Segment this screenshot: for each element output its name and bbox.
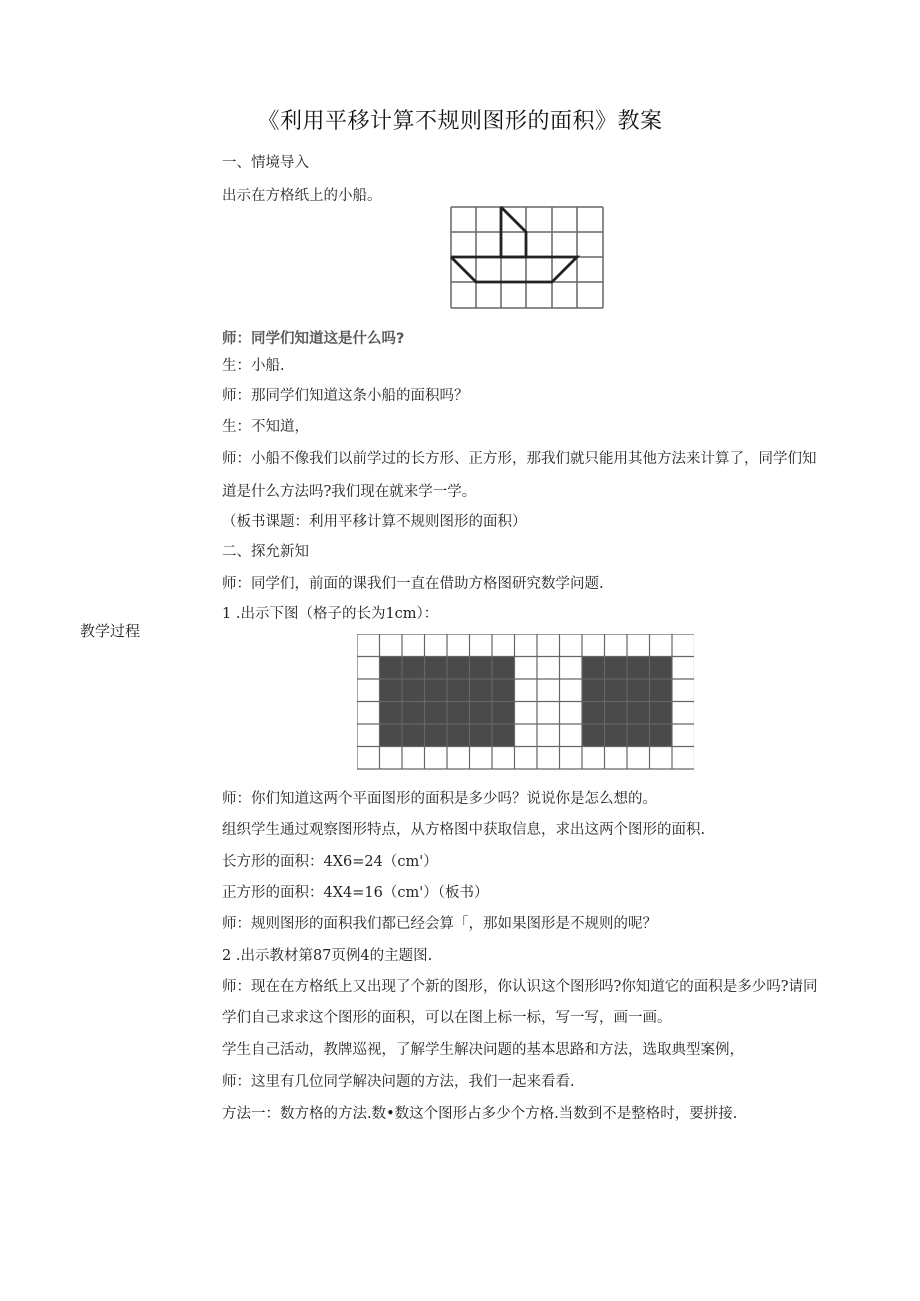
dialogue-line: 师：小船不像我们以前学过的长方形、正方形，那我们就只能用其他方法来计算了，同学们知 [222, 451, 817, 467]
boat-grid-figure [450, 206, 604, 310]
method-one: 方法一：数方格的方法.数•数这个图形占多少个方格.当数到不是整格时，要拼接. [222, 1106, 738, 1122]
dialogue-line: 师：规则图形的面积我们都已经会算「，那如果图形是不规则的呢？ [222, 916, 657, 932]
teacher-question: 师：同学们知道这是什么吗? [222, 331, 405, 347]
side-label: 教学过程 [80, 622, 141, 640]
dialogue-line: 道是什么方法吗?我们现在就来学一学。 [222, 484, 477, 500]
rectangle-square-grid-figure [357, 634, 694, 774]
section-heading-explore: 二、探允新知 [222, 544, 309, 560]
paragraph: 组织学生通过观察图形特点，从方格图中获取信息，求出这两个图形的面积. [222, 822, 706, 838]
formula-square: 正方形的面积：4X4=16（cm'）（板书） [222, 885, 489, 901]
board-note: （板书课题：利用平移计算不规则图形的面积） [222, 514, 527, 530]
formula-rectangle: 长方形的面积：4X6=24（cm'） [222, 854, 438, 870]
paragraph: 出示在方格纸上的小船。 [222, 188, 382, 204]
numbered-step: 2 .出示教材第87页例4的主题图. [222, 948, 433, 964]
dialogue-line: 师：那同学们知道这条小船的面积吗？ [222, 388, 469, 404]
numbered-step: 1 .出示下图（格子的长为1cm）： [222, 606, 439, 622]
dialogue-line: 学们自己求求这个图形的面积，可以在图上标一标，写一写，画一画。 [222, 1010, 672, 1026]
section-heading-intro: 一、情境导入 [222, 155, 309, 171]
dialogue-line: 师：同学们，前面的课我们一直在借助方格图研究数学问题. [222, 576, 604, 592]
dialogue-line: 师：现在在方格纸上又出现了个新的图形，你认识这个图形吗?你知道它的面积是多少吗?请同 [222, 979, 818, 995]
boat-outline [451, 207, 577, 282]
dialogue-line: 师：这里有几位同学解决问题的方法，我们一起来看看. [222, 1074, 575, 1090]
dialogue-line: 师：你们知道这两个平面图形的面积是多少吗？说说你是怎么想的。 [222, 791, 657, 807]
document-title: 《利用平移计算不规则图形的面积》教案 [257, 109, 663, 134]
dialogue-line: 生：小船. [222, 358, 285, 374]
paragraph: 学生自己活动，教牌巡视，了解学生解决问题的基本思路和方法，选取典型案例， [222, 1042, 744, 1058]
dialogue-line: 生：不知道， [222, 419, 309, 435]
